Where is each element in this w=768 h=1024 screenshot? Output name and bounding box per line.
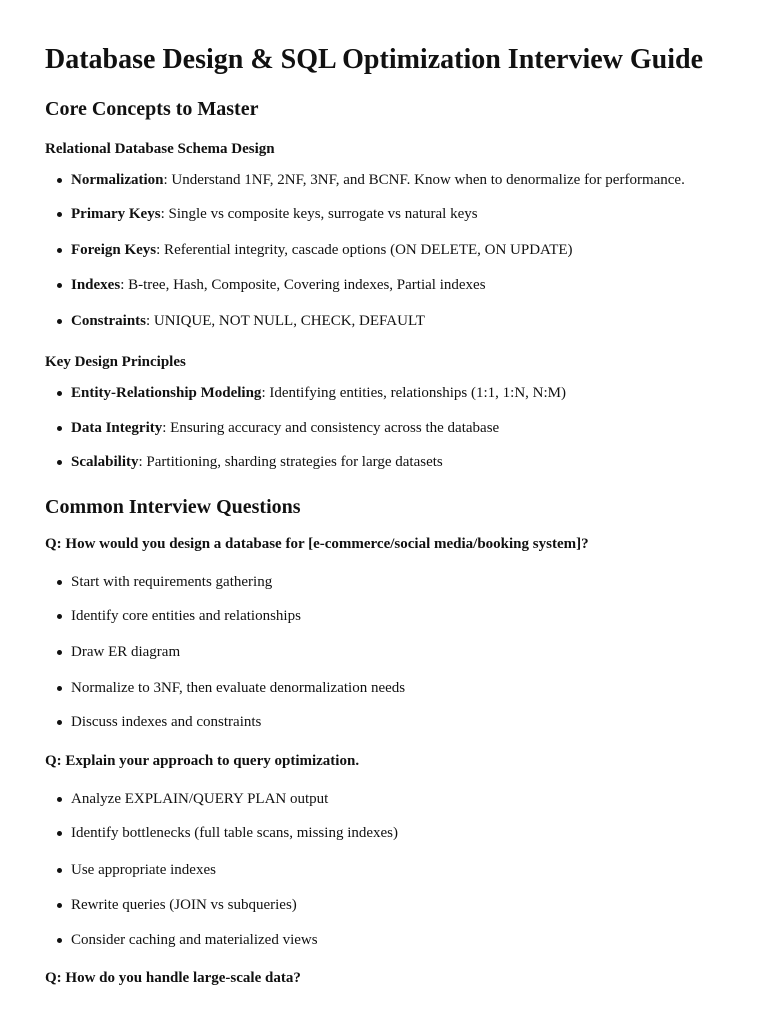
list-item-text: : Ensuring accuracy and consistency across the database <box>162 420 500 436</box>
list-item: Draw ER diagram <box>45 642 180 662</box>
list-item <box>45 418 499 438</box>
question-large-scale-data <box>45 968 301 988</box>
question-design-database <box>45 534 589 554</box>
page-title: Database Design & SQL Optimization Interview Guide <box>45 44 704 75</box>
list-item <box>45 383 566 403</box>
question-text: Q: Explain your approach to query optimization. <box>45 753 360 769</box>
list-item-text: : Referential integrity, cascade options (ON DELETE, ON UPDATE) <box>156 242 573 258</box>
list-item-text: : Partitioning, sharding strategies for large datasets <box>138 454 443 470</box>
list-item: Analyze EXPLAIN/QUERY PLAN output <box>45 789 328 809</box>
list-item-term: Primary Keys <box>71 206 161 222</box>
list-item-text: : Understand 1NF, 2NF, 3NF, and BCNF. Know when to denormalize for performance. <box>163 172 685 188</box>
list-item-term: Indexes <box>71 277 121 293</box>
list-item: Identify core entities and relationships <box>45 606 301 626</box>
list-item: Discuss indexes and constraints <box>45 712 261 732</box>
list-item-text: : B-tree, Hash, Composite, Covering indexes, Partial indexes <box>120 277 486 293</box>
list-item <box>45 240 573 260</box>
list-item: Consider caching and materialized views <box>45 930 318 950</box>
list-item: Normalize to 3NF, then evaluate denormalization needs <box>45 678 405 698</box>
section-heading-core-concepts: Core Concepts to Master <box>45 98 259 120</box>
subheading-design-principles: Key Design Principles <box>45 354 186 370</box>
list-item: Use appropriate indexes <box>45 860 216 880</box>
list-item <box>45 452 443 472</box>
subheading-schema-design: Relational Database Schema Design <box>45 141 275 157</box>
list-item-term: Constraints <box>71 313 147 329</box>
section-heading-interview-questions: Common Interview Questions <box>45 496 301 518</box>
list-item-term: Foreign Keys <box>71 242 157 258</box>
list-item-term: Scalability <box>71 454 139 470</box>
list-item-text: : Single vs composite keys, surrogate vs natural keys <box>160 206 478 222</box>
list-item-term: Data Integrity <box>71 420 163 436</box>
list-item-term: Normalization <box>71 172 164 188</box>
question-query-optimization <box>45 751 359 771</box>
list-item: Identify bottlenecks (full table scans, missing indexes) <box>45 823 398 843</box>
list-item <box>45 170 685 190</box>
list-item-term: Entity-Relationship Modeling <box>71 385 262 401</box>
list-item <box>45 311 425 331</box>
question-text: Q: How would you design a database for [e-commerce/social media/booking system]? <box>45 536 589 552</box>
list-item: Start with requirements gathering <box>45 572 272 592</box>
list-item: Rewrite queries (JOIN vs subqueries) <box>45 895 297 915</box>
list-item-text: : Identifying entities, relationships (1:1, 1:N, N:M) <box>261 385 566 401</box>
list-item <box>45 275 486 295</box>
question-text: Q: How do you handle large-scale data? <box>45 970 301 986</box>
list-item-text: : UNIQUE, NOT NULL, CHECK, DEFAULT <box>146 313 425 329</box>
list-item <box>45 204 478 224</box>
